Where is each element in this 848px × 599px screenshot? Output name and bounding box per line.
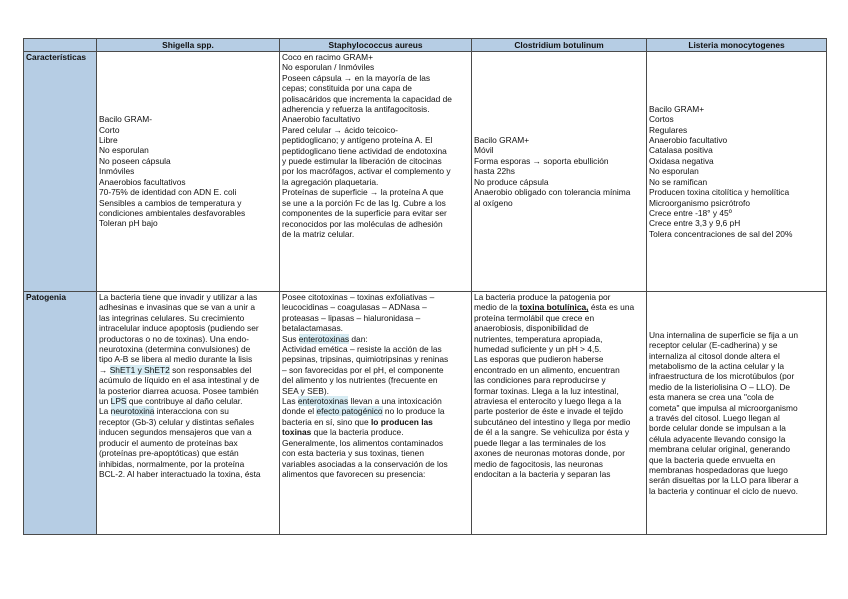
text-line: Anaerobios facultativos (99, 176, 186, 187)
text-line: hasta 22hs (474, 166, 515, 177)
cell-caracteristicas-listeria (647, 52, 827, 292)
text-line: medio de la listeriolisina O – LLO). De (649, 381, 791, 392)
text-line: variables asociadas a la conservación de los (282, 458, 448, 469)
text-line: Coco en racimo GRAM+ (282, 52, 373, 62)
cell-text (99, 292, 277, 479)
text-line: Anaerobio facultativo (282, 114, 361, 125)
text-line: borde celular donde se impulsan a la (649, 423, 786, 434)
text-line: peptidoglicano; y antígeno proteína A. El (282, 135, 433, 146)
text-line: producir el aumento de proteínas bax (99, 437, 238, 448)
header-corner (24, 39, 97, 52)
text-line: la agregación plaquetaria. (282, 176, 379, 187)
cell-caracteristicas-clostridium (472, 52, 647, 292)
text-line: la posterior diarrea acuosa. Posee también (99, 385, 259, 396)
text-line: Las esporas que pudieron haberse (474, 354, 604, 365)
text-line: un LPS que contribuye al daño celular. (99, 396, 243, 407)
header-staphylococcus: Staphylococcus aureus (280, 39, 472, 52)
cell-text (282, 292, 469, 479)
cell-text (474, 135, 644, 208)
text-line: productoras o no de toxinas). Una endo- (99, 333, 249, 344)
cell-caracteristicas-shigella (97, 52, 280, 292)
text-line: Proteínas de superficie → la proteína A que (282, 187, 444, 198)
text-line: Oxidasa negativa (649, 155, 714, 166)
text-line: de él a la sangre. Se vehiculiza por ésta y (474, 427, 630, 438)
text-line: a través del citosol. Luego llegan al (649, 413, 780, 423)
text-line: anaerobiosis, disponibilidad de (474, 323, 589, 334)
text-line: adhesinas e invasinas que se van a unir a (99, 302, 255, 313)
row-label-patogenia: Patogenia (24, 292, 97, 535)
text-line: leucocidinas – coagulasas – ADNasa – (282, 302, 427, 313)
cell-text (649, 104, 824, 239)
text-line: endocitan a la bacteria y separan las (474, 468, 611, 479)
text-line: No produce cápsula (474, 176, 549, 187)
text-line: cepas; constituida por una capa de (282, 83, 412, 94)
text-line: inducen segundos mensajeros que van a (99, 427, 252, 438)
cell-text (474, 292, 644, 479)
text-line: Sensibles a cambios de temperatura y (99, 197, 242, 208)
text-line: atraviesa el enterocito y luego llega a la (474, 396, 622, 407)
text-line: Microorganismo psicrótrofo (649, 197, 750, 208)
patogenia-row (24, 292, 827, 535)
text-line: polisacáridos que incrementa la capacidad de (282, 93, 452, 104)
text-line: Producen toxina citolítica y hemolítica (649, 187, 790, 198)
text-line: reconocidos por las moléculas de adhesión (282, 218, 443, 229)
text-line: No esporulan / Inmóviles (282, 62, 375, 73)
text-line: Forma esporas → soporta ebullición (474, 155, 609, 166)
text-line: → ShET1 y ShET2 son responsables del (99, 364, 252, 375)
text-line: (proteínas pre-apoptóticas) que están (99, 448, 239, 459)
text-line: donde el efecto patogénico no lo produce la (282, 406, 445, 417)
text-line: Poseen cápsula → en la mayoría de las (282, 72, 431, 83)
text-line: receptor (Gb-3) celular y distintas señales (99, 416, 255, 427)
text-line: No esporulan (99, 145, 149, 156)
text-line: Anaerobio obligado con tolerancia mínima (474, 187, 631, 198)
text-line: por los macrófagos, activar el complemento y (282, 166, 451, 177)
text-line: intracelular induce apoptosis (pudiendo ser (99, 323, 259, 334)
text-line: alimentos que favorecen su presencia: (282, 468, 426, 479)
cell-text (282, 52, 469, 239)
text-line: nutrientes, temperatura apropiada, (474, 333, 603, 344)
text-line: Catalasa positiva (649, 145, 713, 156)
text-line: con esta bacteria y sus toxinas, tienen (282, 448, 424, 459)
cell-caracteristicas-staphylococcus (280, 52, 472, 292)
text-line: La neurotoxina interacciona con su (99, 406, 229, 417)
header-listeria: Listeria monocytogenes (647, 39, 827, 52)
text-line: Anaerobio facultativo (649, 135, 728, 146)
text-line: acúmulo de líquido en el asa intestinal y de (99, 375, 260, 386)
text-line: Inmóviles (99, 166, 135, 177)
text-line: al oxígeno (474, 197, 513, 208)
text-line: Cortos (649, 114, 674, 125)
text-line: subcutáneo del intestino y llega por medio (474, 416, 631, 427)
header-shigella: Shigella spp. (97, 39, 280, 52)
text-line: adherencia y refuerza la antifagocitosis. (282, 104, 430, 115)
text-line: se une a la porción Fc de las Ig. Cubre a los (282, 197, 446, 208)
text-line: encontrado en un alimento, encuentran (474, 364, 620, 375)
text-line: Generalmente, los alimentos contaminados (282, 437, 444, 448)
text-line: Móvil (474, 145, 494, 156)
text-line: metabolismo de la actina celular y la (649, 360, 784, 371)
text-line: célula adyacente llevando consigo la (649, 433, 786, 444)
text-line: La bacteria tiene que invadir y utilizar a las (99, 292, 258, 302)
text-line: esta manera se crea una "cola de (649, 392, 774, 403)
text-line: SEA y SEB). (282, 385, 330, 396)
text-line: inhibidas, normalmente, por la proteína (99, 458, 245, 469)
text-line: parte posterior de éste e invade el tejido (474, 406, 623, 417)
document-table-page (23, 38, 826, 535)
cell-text (99, 114, 277, 228)
text-line: 70-75% de identidad con ADN E. coli (99, 187, 237, 198)
text-line: Una internalina de superficie se fija a un (649, 329, 798, 340)
text-line: Crece entre 3,3 y 9,6 pH (649, 218, 741, 229)
text-line: infraestructura de los microtúbulos (por (649, 371, 795, 382)
text-line: de la matriz celular. (282, 228, 355, 239)
text-line: No poseen cápsula (99, 155, 171, 166)
text-line: La bacteria produce la patogenia por (474, 292, 611, 302)
cell-patogenia-listeria (647, 292, 827, 535)
text-line: condiciones ambientales desfavorables (99, 207, 246, 218)
text-line: humedad suficiente y un pH > 4,5. (474, 344, 602, 355)
text-line: y puede estimular la liberación de citocinas (282, 156, 442, 167)
text-line: BCL-2. Al haber interactuado la toxina, ésta (99, 468, 261, 479)
text-line: – son favorecidas por el pH, el componente (282, 364, 444, 375)
text-line: No se ramifican (649, 176, 708, 187)
text-line: Bacilo GRAM+ (649, 103, 705, 114)
text-line: Pared celular → ácido teicoico- (282, 124, 398, 135)
header-clostridium: Clostridium botulinum (472, 39, 647, 52)
header-row (24, 39, 827, 52)
text-line: Tolera concentraciones de sal del 20% (649, 228, 793, 239)
text-line: toxinas que la bacteria produce. (282, 427, 404, 438)
cell-patogenia-staphylococcus (280, 292, 472, 535)
comparison-table (23, 38, 827, 535)
text-line: membrana celular original, generando (649, 444, 791, 455)
text-line: Corto (99, 124, 120, 135)
text-line: receptor celular (E-cadherina) y se (649, 340, 778, 351)
text-line: Posee citotoxinas – toxinas exfoliativas – (282, 292, 435, 302)
text-line: neurotoxina (determina convulsiones) de (99, 344, 251, 355)
text-line: pepsinas, tripsinas, quimiotripsinas y reninas (282, 354, 449, 365)
text-line: las integrinas celulares. Su crecimiento (99, 312, 245, 323)
row-label-caracteristicas: Características (24, 52, 97, 292)
text-line: componentes de la superficie para evitar ser (282, 208, 447, 219)
text-line: Bacilo GRAM+ (474, 135, 530, 146)
text-line: puede llegar a las terminales de los (474, 437, 606, 448)
text-line: membranas hospedadoras que luego (649, 465, 788, 476)
cell-patogenia-shigella (97, 292, 280, 535)
text-line: cometa" que impulsa al microorganismo (649, 402, 798, 413)
text-line: Las enterotoxinas llevan a una intoxicación (282, 396, 442, 407)
text-line: Crece entre -18° y 45º (649, 207, 732, 218)
text-line: No esporulan (649, 166, 699, 177)
text-line: serán disueltas por la LLO para liberar a (649, 475, 799, 486)
text-line: la bacteria y continuar el ciclo de nuevo. (649, 485, 798, 496)
text-line: betalactamasas. (282, 323, 343, 334)
text-line: proteasas – lipasas – hialuronidasa – (282, 312, 421, 323)
text-line: Actividad emética – resiste la acción de las (282, 344, 442, 355)
text-line: formar toxinas. Llega a la luz intestinal, (474, 385, 619, 396)
text-line: Sus enterotoxinas dan: (282, 333, 368, 344)
cell-text (649, 330, 824, 497)
cell-patogenia-clostridium (472, 292, 647, 535)
text-line: las condiciones para reproducirse y (474, 375, 606, 386)
text-line: Libre (99, 135, 118, 146)
caracteristicas-row (24, 52, 827, 292)
text-line: bacteria en sí, sino que lo producen las (282, 416, 433, 427)
text-line: medio de la toxina botulínica, ésta es una (474, 302, 635, 313)
text-line: Regulares (649, 124, 688, 135)
text-line: medio de fagocitosis, las neuronas (474, 458, 603, 469)
text-line: del alimento y los nutrientes (frecuente en (282, 375, 438, 386)
text-line: proteína termolábil que crece en (474, 312, 595, 323)
text-line: que la bacteria quede envuelta en (649, 454, 776, 465)
text-line: peptidoglicano tiene actividad de endotoxina (282, 145, 447, 156)
text-line: tipo A-B se libera al medio durante la lisis (99, 354, 253, 365)
text-line: Bacilo GRAM- (99, 114, 153, 125)
text-line: axones de neuronas motoras donde, por (474, 448, 625, 459)
text-line: internaliza al citosol donde altera el (649, 350, 780, 361)
text-line: Toleran pH bajo (99, 218, 158, 229)
